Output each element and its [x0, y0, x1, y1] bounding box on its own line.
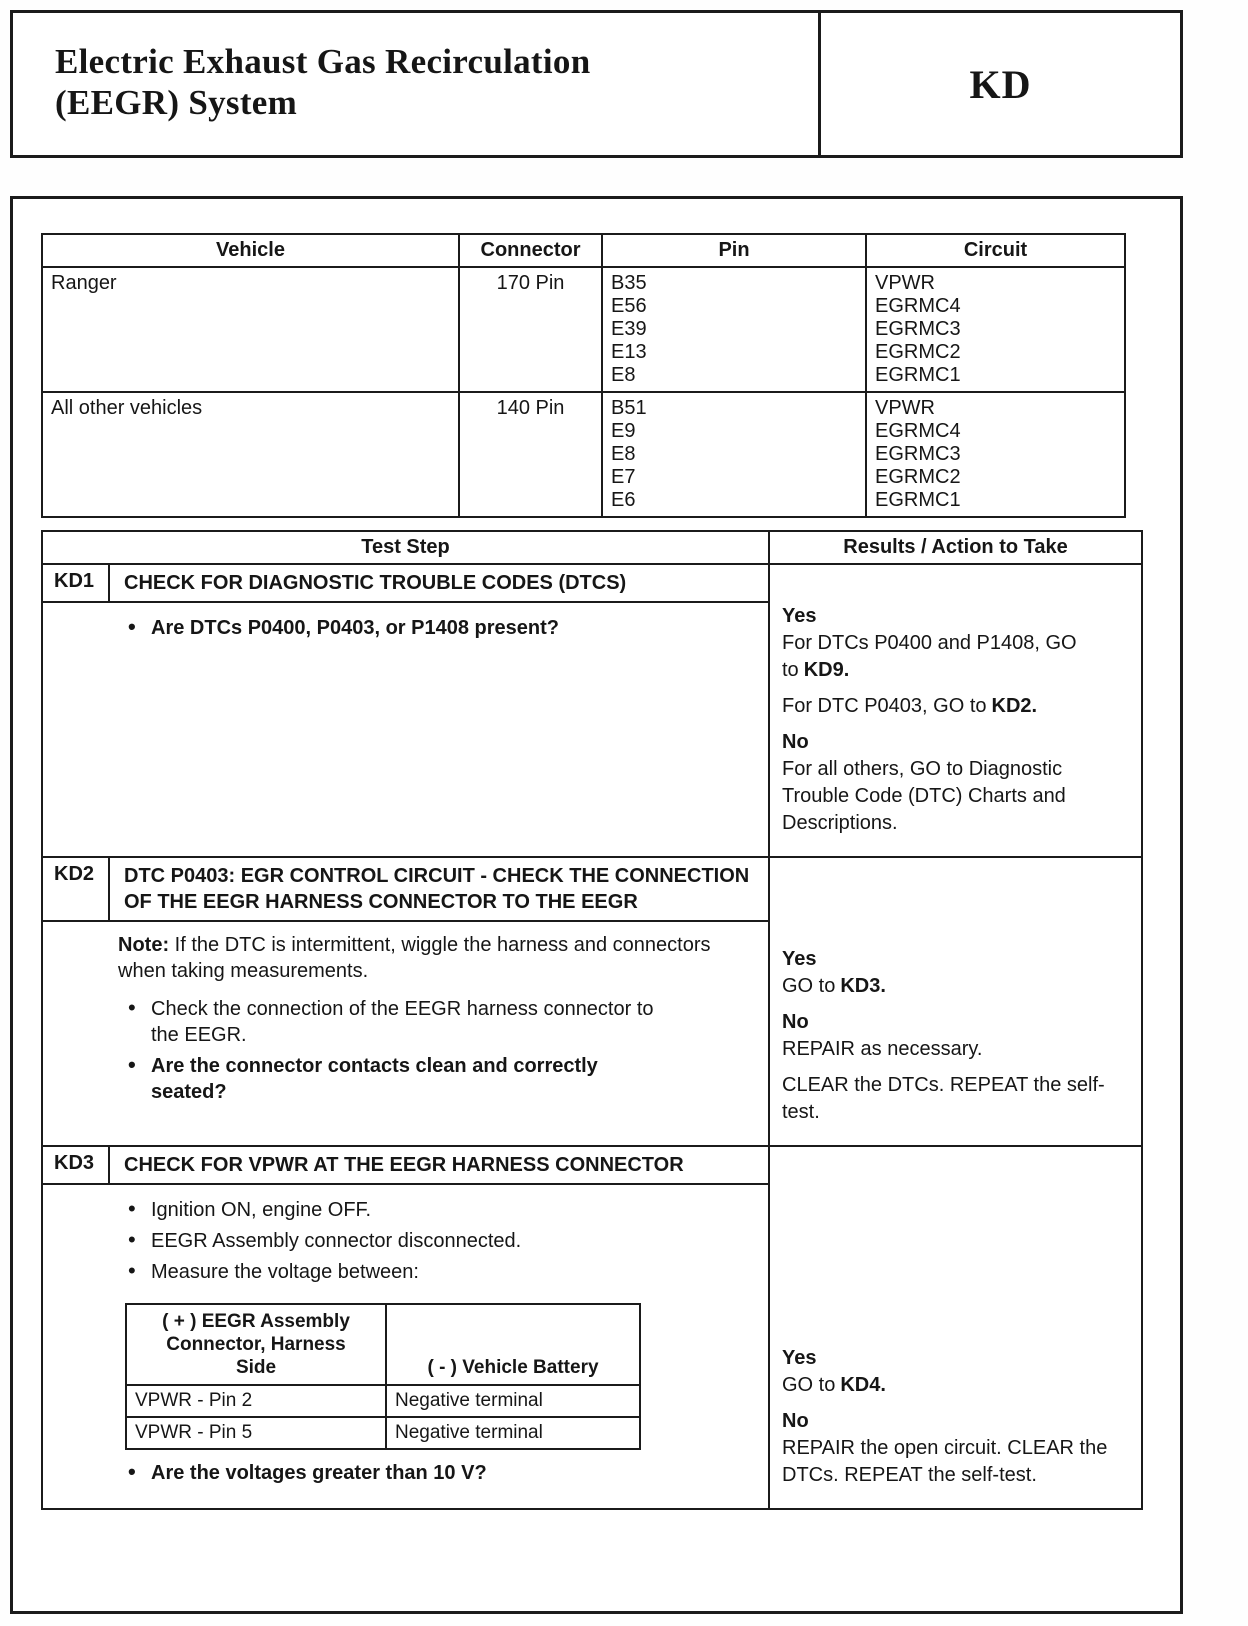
page-title	[55, 41, 808, 124]
kd2-yes-text: GO to	[782, 975, 836, 997]
step-id: KD3	[43, 1147, 110, 1183]
pin-value: E6	[611, 489, 636, 511]
kd3-yes-block	[782, 1345, 1131, 1399]
main-content-box	[10, 196, 1183, 1614]
kd2-note	[118, 932, 750, 984]
meter-positive-point: VPWR - Pin 2	[127, 1386, 387, 1416]
no-label: No	[782, 1410, 809, 1432]
kd3-results-cell	[770, 1147, 1141, 1508]
kd3-question: • Are the voltages greater than 10 V?	[123, 1460, 668, 1486]
pin-value: E39	[611, 318, 647, 340]
circuit-value: EGRMC2	[875, 341, 961, 363]
test-step-kd3	[43, 1145, 1141, 1508]
section-code-cell	[818, 13, 1180, 155]
meter-table-row	[127, 1416, 639, 1448]
kd2-title-row	[43, 858, 768, 922]
kd1-yes-line1: For DTCs P0400 and P1408, GO to	[782, 632, 1077, 681]
kd2-yes-ref: KD3.	[840, 975, 886, 997]
kd2-question: • Are the connector contacts clean and correctly seated?	[123, 1053, 668, 1105]
kd1-question: • Are DTCs P0400, P0403, or P1408 present?	[123, 615, 668, 641]
kd2-no-line2: CLEAR the DTCs. REPEAT the self-test.	[782, 1074, 1105, 1123]
kd3-title-row	[43, 1147, 768, 1185]
circuit-value: EGRMC3	[875, 443, 961, 465]
pin-value: E7	[611, 466, 636, 488]
pin-value: B51	[611, 397, 647, 419]
kd1-yes-block	[782, 603, 1131, 684]
meter-col2-header	[387, 1305, 639, 1384]
kd2-bullet-1: • Check the connection of the EEGR harness connector to the EEGR.	[123, 996, 668, 1048]
column-header-test-step: Test Step	[43, 532, 770, 563]
pin-cell	[603, 393, 867, 516]
step-title: CHECK FOR VPWR AT THE EEGR HARNESS CONNECTOR	[124, 1154, 684, 1176]
header-title-cell	[13, 13, 818, 155]
table-row	[43, 268, 1124, 391]
page-title-line1: Electric Exhaust Gas Recirculation	[55, 42, 591, 81]
column-header-pin: Pin	[603, 235, 867, 266]
kd3-step-body	[43, 1185, 768, 1508]
connector-cell: 140 Pin	[460, 393, 603, 516]
test-step-kd1	[43, 565, 1141, 856]
kd3-yes-ref: KD4.	[840, 1374, 886, 1396]
meter-negative-point: Negative terminal	[395, 1422, 543, 1443]
kd2-no-block2	[782, 1072, 1131, 1126]
kd3-bullet-1: • Ignition ON, engine OFF.	[123, 1197, 668, 1223]
step-id: KD2	[43, 858, 110, 920]
meter-negative-point: Negative terminal	[395, 1390, 543, 1411]
connector-table-header-row	[43, 235, 1124, 268]
kd3-no-block	[782, 1408, 1131, 1489]
note-text: If the DTC is intermittent, wiggle the harness and connectors when taking measurements.	[118, 934, 711, 982]
kd1-step-body	[43, 603, 768, 856]
circuit-value: EGRMC2	[875, 466, 961, 488]
circuit-value: EGRMC1	[875, 489, 961, 511]
pin-value: E13	[611, 341, 647, 363]
kd1-title-row	[43, 565, 768, 603]
no-label: No	[782, 731, 809, 753]
test-step-kd2	[43, 856, 1141, 1145]
circuit-value: VPWR	[875, 397, 935, 419]
step-title: DTC P0403: EGR CONTROL CIRCUIT - CHECK THE CONNECTION OF THE EEGR HARNESS CONNECTOR TO THE EEGR	[124, 865, 750, 913]
note-label: Note:	[118, 934, 170, 956]
kd3-no-text: REPAIR the open circuit. CLEAR the DTCs. REPEAT the self-test.	[782, 1437, 1108, 1486]
pin-value: E8	[611, 364, 636, 386]
pin-cell	[603, 268, 867, 391]
table-row	[43, 391, 1124, 516]
yes-label: Yes	[782, 1347, 817, 1369]
kd2-step-body	[43, 922, 768, 1145]
kd2-yes-block	[782, 946, 1131, 1000]
circuit-value: EGRMC4	[875, 295, 961, 317]
meter-col2-header-text: ( - ) Vehicle Battery	[427, 1357, 599, 1378]
step-title: CHECK FOR DIAGNOSTIC TROUBLE CODES (DTCS)	[124, 572, 627, 594]
kd3-bullet-3: • Measure the voltage between:	[123, 1259, 668, 1285]
circuit-cell	[867, 393, 1124, 516]
connector-pin-table	[41, 233, 1126, 518]
meter-table-header-row	[127, 1305, 639, 1386]
circuit-value: EGRMC3	[875, 318, 961, 340]
pin-value: E56	[611, 295, 647, 317]
vehicle-cell: Ranger	[43, 268, 460, 391]
page-title-line2: (EEGR) System	[55, 83, 298, 123]
test-table-header-row	[43, 532, 1141, 565]
pin-value: B35	[611, 272, 647, 294]
circuit-value: EGRMC4	[875, 420, 961, 442]
yes-label: Yes	[782, 948, 817, 970]
circuit-value: VPWR	[875, 272, 935, 294]
column-header-connector: Connector	[460, 235, 603, 266]
circuit-cell	[867, 268, 1124, 391]
kd1-results-cell	[770, 565, 1141, 856]
kd1-step-cell	[43, 565, 770, 856]
column-header-results: Results / Action to Take	[843, 536, 1068, 558]
section-code: KD	[969, 61, 1032, 107]
kd1-no-block	[782, 729, 1131, 837]
column-header-circuit: Circuit	[963, 239, 1028, 261]
circuit-value: EGRMC1	[875, 364, 961, 386]
meter-table-row	[127, 1386, 639, 1416]
kd3-yes-text: GO to	[782, 1374, 836, 1396]
kd1-yes-ref2: KD2.	[991, 695, 1038, 717]
pin-value: E8	[611, 443, 636, 465]
step-id: KD1	[43, 565, 110, 601]
document-header	[10, 10, 1183, 158]
no-label: No	[782, 1011, 809, 1033]
kd1-yes-line2: For DTC P0403, GO to	[782, 695, 987, 717]
kd2-no-line1: REPAIR as necessary.	[782, 1038, 983, 1060]
meter-positive-point: VPWR - Pin 5	[127, 1418, 387, 1448]
kd3-bullet-2: • EEGR Assembly connector disconnected.	[123, 1228, 668, 1254]
column-header-vehicle: Vehicle	[43, 235, 460, 266]
yes-label: Yes	[782, 605, 817, 627]
test-step-table	[41, 530, 1143, 1510]
kd1-yes-ref1: KD9.	[803, 659, 850, 681]
pin-value: E9	[611, 420, 636, 442]
kd2-results-cell	[770, 858, 1141, 1145]
connector-cell: 170 Pin	[460, 268, 603, 391]
kd1-yes-block2	[782, 693, 1131, 720]
vehicle-cell: All other vehicles	[43, 393, 460, 516]
kd2-no-block	[782, 1009, 1131, 1063]
kd1-no-text: For all others, GO to Diagnostic Trouble Code (DTC) Charts and Descriptions.	[782, 758, 1066, 834]
meter-col1-header: ( + ) EEGR Assembly Connector, Harness Side	[127, 1305, 387, 1384]
voltage-measurement-table	[125, 1303, 641, 1450]
kd3-step-cell	[43, 1147, 770, 1508]
kd2-step-cell	[43, 858, 770, 1145]
